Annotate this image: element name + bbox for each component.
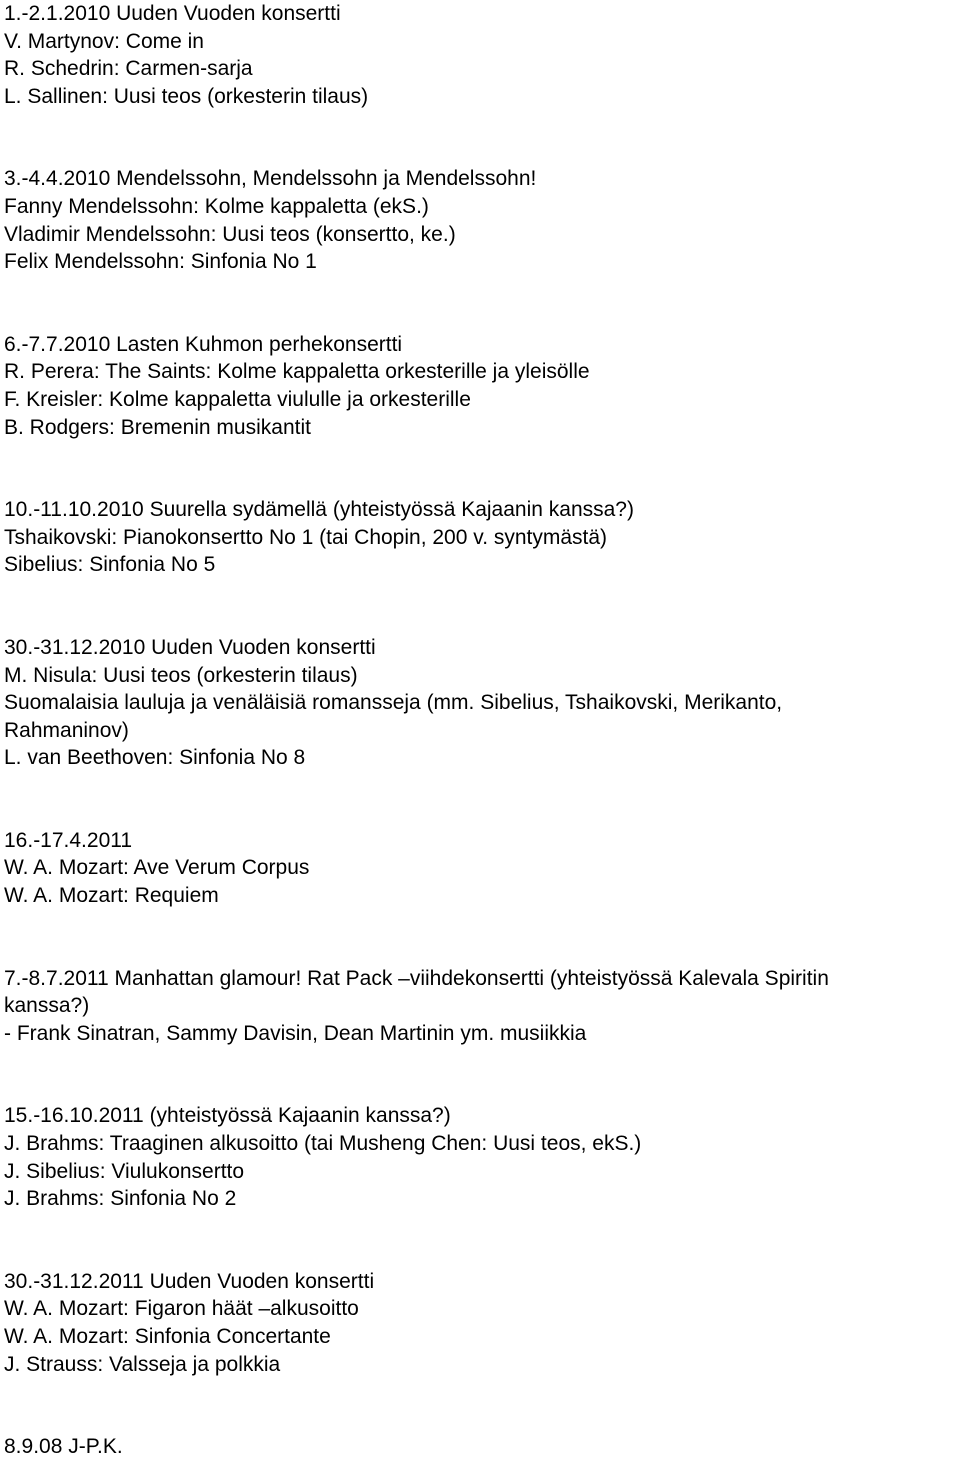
program-item: Vladimir Mendelssohn: Uusi teos (konsertto, ke.) (4, 222, 456, 246)
program-item: Sibelius: Sinfonia No 5 (4, 553, 216, 577)
concert-block-brahms-sibelius (4, 1102, 958, 1212)
block-spacer (4, 1378, 958, 1433)
concert-date-title: 30.-31.12.2011 Uuden Vuoden konsertti (4, 1269, 375, 1293)
block-spacer (4, 910, 958, 965)
block-spacer (4, 1047, 958, 1102)
document-signature (4, 1433, 958, 1461)
block-spacer (4, 110, 958, 165)
program-item: J. Strauss: Valsseja ja polkkia (4, 1352, 281, 1376)
program-item: Felix Mendelssohn: Sinfonia No 1 (4, 250, 317, 274)
block-spacer (4, 1213, 958, 1268)
program-item: Fanny Mendelssohn: Kolme kappaletta (ekS.) (4, 194, 429, 218)
program-item: R. Perera: The Saints: Kolme kappaletta orkesterille ja yleisölle (4, 360, 590, 384)
concert-block-new-year-2010-dec (4, 634, 958, 772)
concert-block-new-year-2010-jan (4, 0, 958, 110)
program-item: W. A. Mozart: Requiem (4, 884, 219, 908)
program-item: W. A. Mozart: Sinfonia Concertante (4, 1325, 331, 1348)
concert-block-new-year-2011-dec (4, 1268, 958, 1378)
concert-block-suurella-sydamella (4, 496, 958, 579)
concert-date-title: 3.-4.4.2010 Mendelssohn, Mendelssohn ja Mendelssohn! (4, 167, 537, 191)
concert-date-title-continuation: kanssa?) (4, 994, 90, 1018)
program-item: Suomalaisia lauluja ja venäläisiä romansseja (mm. Sibelius, Tshaikovski, Merikanto, (4, 691, 783, 715)
block-spacer (4, 772, 958, 827)
program-item: L. Sallinen: Uusi teos (orkesterin tilaus) (4, 84, 369, 108)
program-item: J. Brahms: Sinfonia No 2 (4, 1187, 237, 1211)
concert-date-title: 10.-11.10.2010 Suurella sydämellä (yhteistyössä Kajaanin kanssa?) (4, 498, 634, 522)
concert-program-document (4, 0, 958, 1461)
concert-date-title: 16.-17.4.2011 (4, 828, 133, 852)
block-spacer (4, 579, 958, 634)
program-item: L. van Beethoven: Sinfonia No 8 (4, 746, 306, 770)
concert-date-title: 15.-16.10.2011 (yhteistyössä Kajaanin kanssa?) (4, 1104, 451, 1128)
signature-date-initials: 8.9.08 J-P.K. (4, 1435, 123, 1459)
program-item: J. Sibelius: Viulukonsertto (4, 1159, 245, 1183)
concert-block-manhattan-glamour (4, 965, 958, 1048)
concert-date-title: 6.-7.7.2010 Lasten Kuhmon perhekonsertti (4, 332, 403, 356)
program-item: B. Rodgers: Bremenin musikantit (4, 415, 311, 439)
program-item: Tshaikovski: Pianokonsertto No 1 (tai Chopin, 200 v. syntymästä) (4, 525, 608, 549)
concert-block-mendelssohn (4, 165, 958, 275)
block-spacer (4, 441, 958, 496)
concert-block-mozart-requiem (4, 827, 958, 910)
program-item: M. Nisula: Uusi teos (orkesterin tilaus) (4, 663, 358, 687)
program-item: - Frank Sinatran, Sammy Davisin, Dean Martinin ym. musiikkia (4, 1021, 587, 1045)
block-spacer (4, 276, 958, 331)
concert-date-title: 7.-8.7.2011 Manhattan glamour! Rat Pack –viihdekonsertti (yhteistyössä Kalevala Spiritin (4, 966, 829, 990)
program-item-continuation: Rahmaninov) (4, 718, 129, 742)
program-item: W. A. Mozart: Ave Verum Corpus (4, 856, 310, 880)
program-item: R. Schedrin: Carmen-sarja (4, 57, 253, 81)
program-item: F. Kreisler: Kolme kappaletta viululle ja orkesterille (4, 387, 471, 411)
concert-date-title: 30.-31.12.2010 Uuden Vuoden konsertti (4, 635, 376, 659)
concert-block-family (4, 331, 958, 441)
concert-date-title: 1.-2.1.2010 Uuden Vuoden konsertti (4, 2, 341, 25)
program-item: J. Brahms: Traaginen alkusoitto (tai Musheng Chen: Uusi teos, ekS.) (4, 1132, 642, 1156)
program-item: V. Martynov: Come in (4, 29, 204, 53)
program-item: W. A. Mozart: Figaron häät –alkusoitto (4, 1297, 359, 1321)
